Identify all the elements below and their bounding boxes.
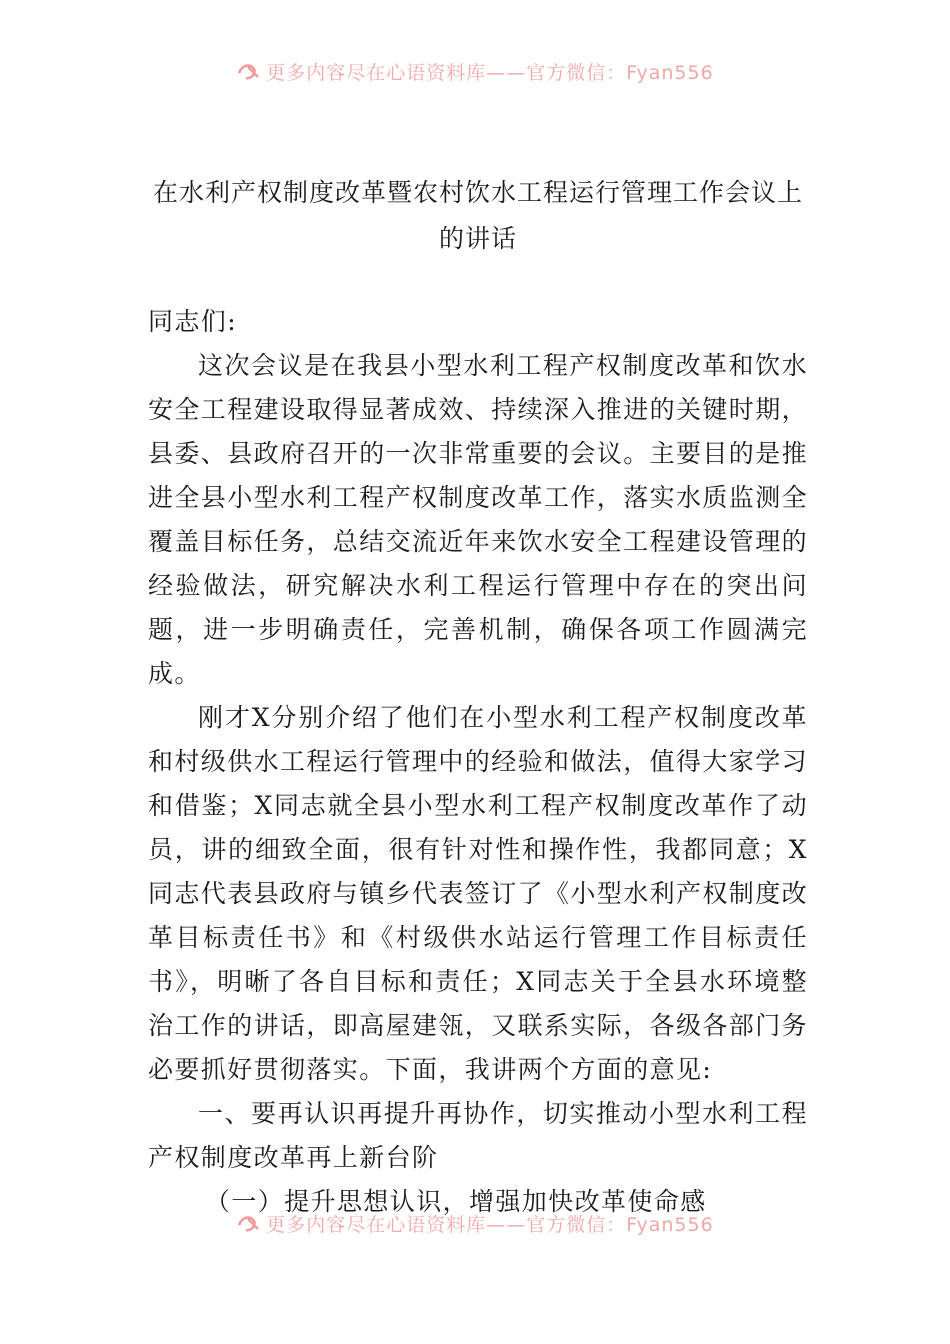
watermark-text: 更多内容尽在心语资料库——官方微信：Fyan556 bbox=[266, 62, 714, 84]
subsection-heading-1: （一）提升思想认识，增强加快改革使命感 bbox=[205, 1187, 707, 1216]
document-body bbox=[148, 300, 808, 1224]
document-title bbox=[148, 170, 808, 262]
paragraph-2: 刚才X分别介绍了他们在小型水利工程产权制度改革和村级供水工程运行管理中的经验和做法，值得大家学习和借鉴；X同志就全县小型水利工程产权制度改革作了动员，讲的细致全面，很有针对性和操作性，我都同意；X同志代表县政府与镇乡代表签订了《小型水利产权制度改革目标责任书》和《村级供水站运行管理工作目标责任书》，明晰了各自目标和责任；X同志关于全县水环境整治工作的讲话，即高屋建瓴，又联系实际，各级各部门务必要抓好贯彻落实。下面，我讲两个方面的意见: bbox=[148, 703, 809, 1084]
watermark-bottom bbox=[0, 1210, 950, 1237]
salutation: 同志们: bbox=[148, 307, 238, 336]
title-line-1: 在水利产权制度改革暨农村饮水工程运行管理工作会议上 bbox=[152, 178, 803, 207]
paragraph-1: 这次会议是在我县小型水利工程产权制度改革和饮水安全工程建设取得显著成效、持续深入推进的关键时期，县委、县政府召开的一次非常重要的会议。主要目的是推进全县小型水利工程产权制度改革工作，落实水质监测全覆盖目标任务，总结交流近年来饮水安全工程建设管理的经验做法，研究解决水利工程运行管理中存在的突出问题，进一步明确责任，完善机制，确保各项工作圆满完成。 bbox=[148, 351, 809, 688]
watermark-top bbox=[0, 58, 950, 85]
watermark-logo-icon bbox=[236, 61, 262, 83]
watermark-logo-icon bbox=[236, 1213, 262, 1235]
title-line-2: 的讲话 bbox=[438, 224, 517, 253]
watermark-text: 更多内容尽在心语资料库——官方微信：Fyan556 bbox=[266, 1214, 714, 1236]
section-heading-1: 一、要再认识再提升再协作，切实推动小型水利工程产权制度改革再上新台阶 bbox=[148, 1099, 808, 1172]
